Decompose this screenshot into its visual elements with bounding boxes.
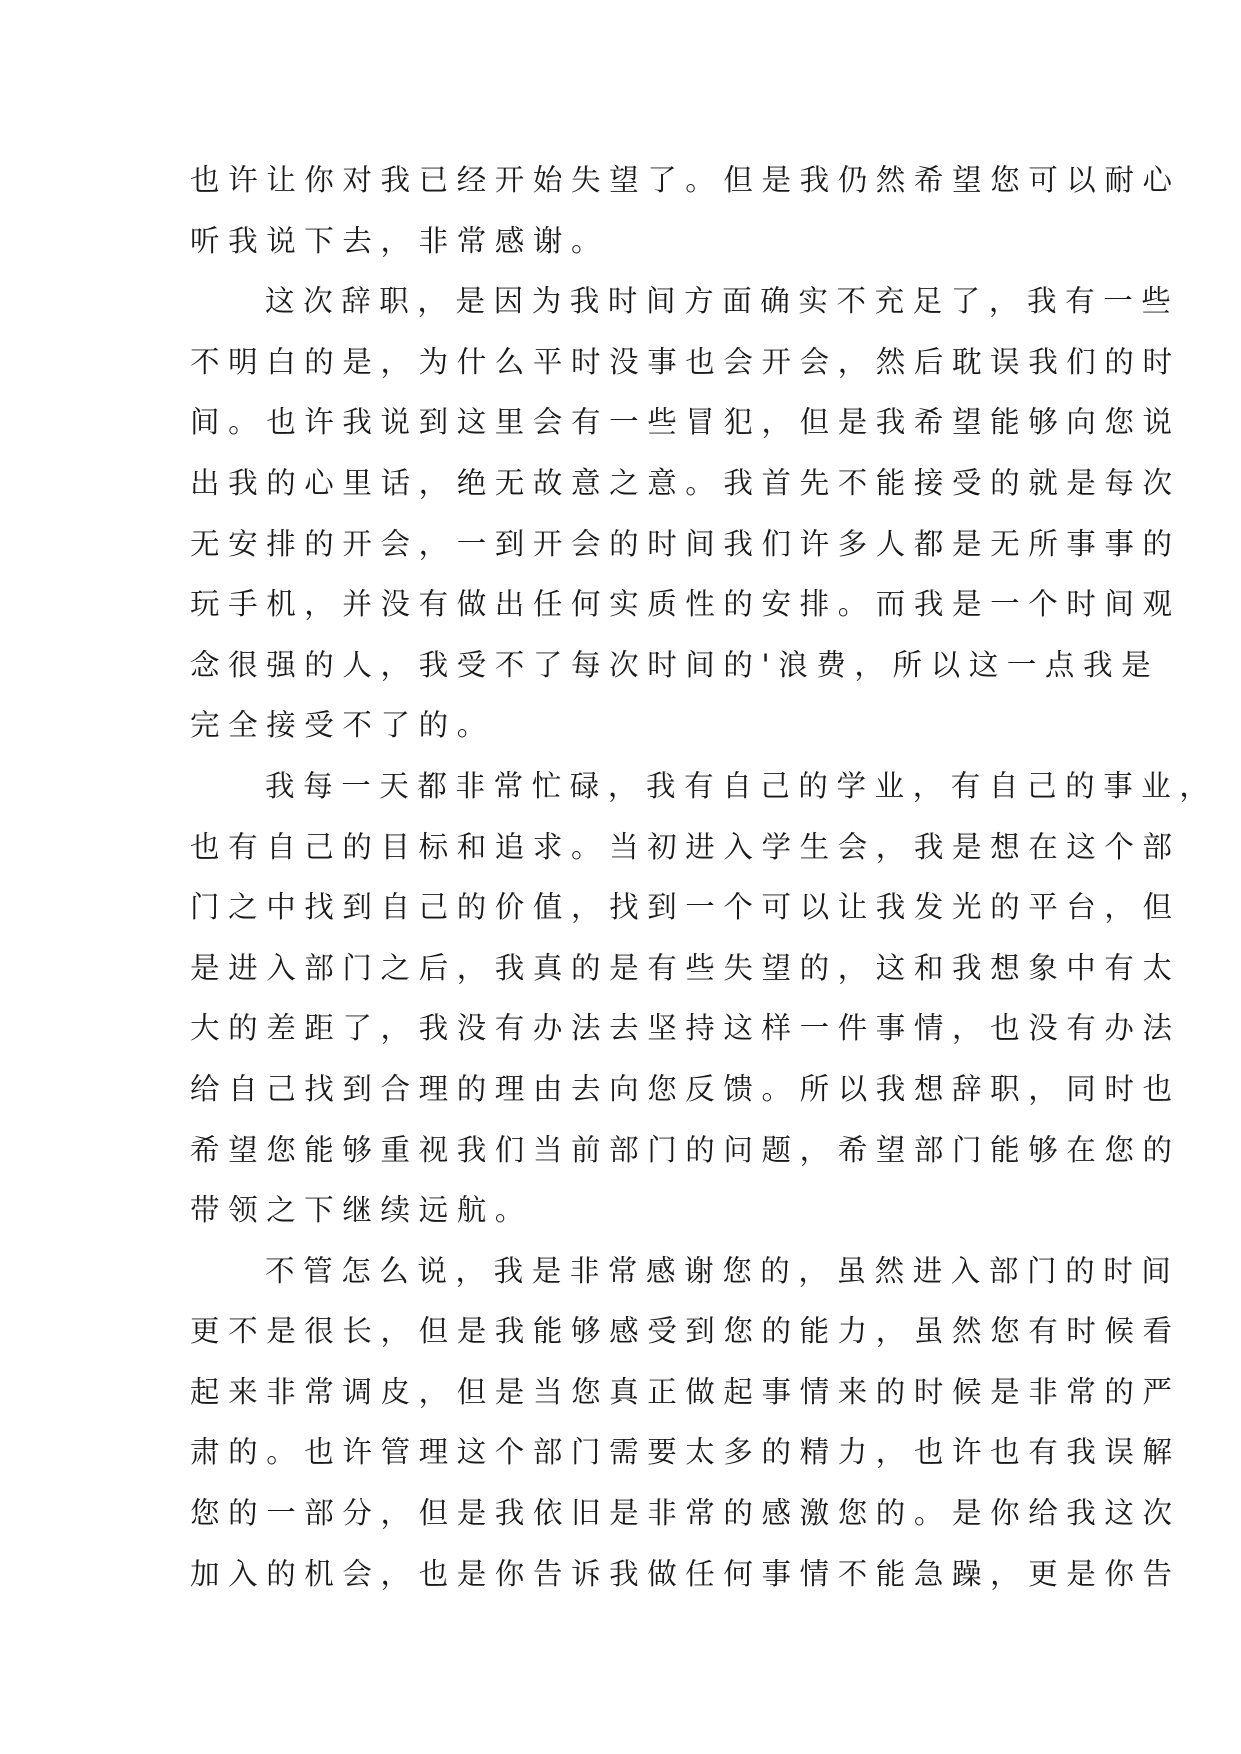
text-line: 间。也许我说到这里会有一些冒犯，但是我希望能够向您说	[190, 405, 1181, 440]
text-line: 这次辞职，是因为我时间方面确实不充足了，我有一些	[265, 284, 1180, 319]
text-line: 无安排的开会，一到开会的时间我们许多人都是无所事事的	[190, 526, 1181, 561]
text-line: 给自己找到合理的理由去向您反馈。所以我想辞职，同时也	[190, 1071, 1181, 1106]
text-line: 也有自己的目标和追求。当初进入学生会，我是想在这个部	[190, 829, 1181, 864]
text-line: 大的差距了，我没有办法去坚持这样一件事情，也没有办法	[190, 1011, 1181, 1046]
text-line: 不管怎么说，我是非常感谢您的，虽然进入部门的时间	[265, 1253, 1180, 1288]
paragraph	[190, 271, 1181, 756]
text-line: 念很强的人，我受不了每次时间的'浪费，所以这一点我是	[190, 647, 1160, 682]
text-line: 您的一部分，但是我依旧是非常的感激您的。是你给我这次	[190, 1496, 1181, 1531]
text-line: 门之中找到自己的价值，找到一个可以让我发光的平台，但	[190, 890, 1181, 925]
text-line: 起来非常调皮，但是当您真正做起事情来的时候是非常的严	[190, 1374, 1181, 1409]
text-line: 更不是很长，但是我能够感受到您的能力，虽然您有时候看	[190, 1314, 1181, 1349]
text-line: 不明白的是，为什么平时没事也会开会，然后耽误我们的时	[190, 344, 1181, 379]
text-line: 我每一天都非常忙碌，我有自己的学业，有自己的事业，	[265, 768, 1218, 803]
text-line: 也许让你对我已经开始失望了。但是我仍然希望您可以耐心	[190, 163, 1181, 197]
text-line: 带领之下继续远航。	[190, 1193, 533, 1228]
text-line: 完全接受不了的。	[190, 708, 495, 743]
paragraph	[190, 1241, 1181, 1605]
text-line: 肃的。也许管理这个部门需要太多的精力，也许也有我误解	[190, 1435, 1181, 1470]
paragraph	[190, 150, 1181, 271]
text-line: 加入的机会，也是你告诉我做任何事情不能急躁，更是你告	[190, 1556, 1181, 1591]
text-line: 玩手机，并没有做出任何实质性的安排。而我是一个时间观	[190, 587, 1181, 622]
text-line: 出我的心里话，绝无故意之意。我首先不能接受的就是每次	[190, 465, 1181, 500]
text-line: 希望您能够重视我们当前部门的问题，希望部门能够在您的	[190, 1132, 1181, 1167]
paragraph	[190, 756, 1218, 1241]
document-body	[190, 150, 1218, 1604]
text-line: 听我说下去，非常感谢。	[190, 223, 610, 258]
text-line: 是进入部门之后，我真的是有些失望的，这和我想象中有太	[190, 950, 1181, 985]
